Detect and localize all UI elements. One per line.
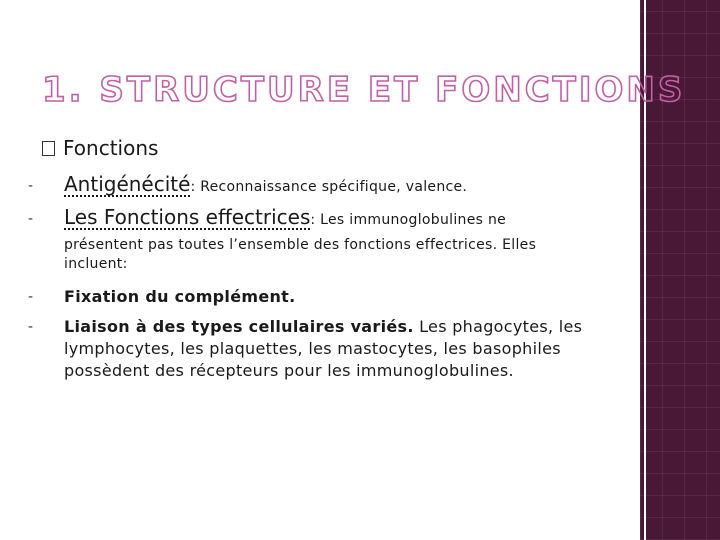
- item-lead: Antigénécité: [64, 172, 191, 196]
- dash-bullet: -: [28, 178, 34, 194]
- item-rest: : Les immunoglobulines ne: [310, 212, 507, 228]
- section-heading: [42, 136, 158, 160]
- checkbox-bullet-icon: [42, 141, 55, 156]
- item-rest: : Reconnaissance spécifique, valence.: [190, 179, 468, 195]
- item-lead: Les Fonctions effectrices: [64, 205, 311, 229]
- dash-bullet: -: [28, 289, 34, 305]
- continuation-text: présentent pas toutes l’ensemble des fonctions effectrices. Elles incluent:: [64, 237, 537, 272]
- list-item-text: [64, 316, 609, 382]
- dash-bullet: -: [28, 211, 34, 227]
- item-rest: Les phagocytes, les lymphocytes, les plaquettes, les mastocytes, les basophiles possèdent des récepteurs pour les immunoglobulines.: [64, 317, 583, 380]
- item-lead: Fixation du complément.: [64, 287, 296, 306]
- item-lead: Liaison à des types cellulaires variés.: [64, 317, 414, 336]
- slide-title: 1. STRUCTURE ET FONCTIONS: [42, 70, 686, 110]
- section-heading-label: Fonctions: [63, 136, 159, 160]
- dash-bullet: -: [28, 319, 34, 335]
- list-item-text: [64, 172, 624, 196]
- list-item-text: [64, 286, 624, 308]
- list-item-text: [64, 205, 624, 229]
